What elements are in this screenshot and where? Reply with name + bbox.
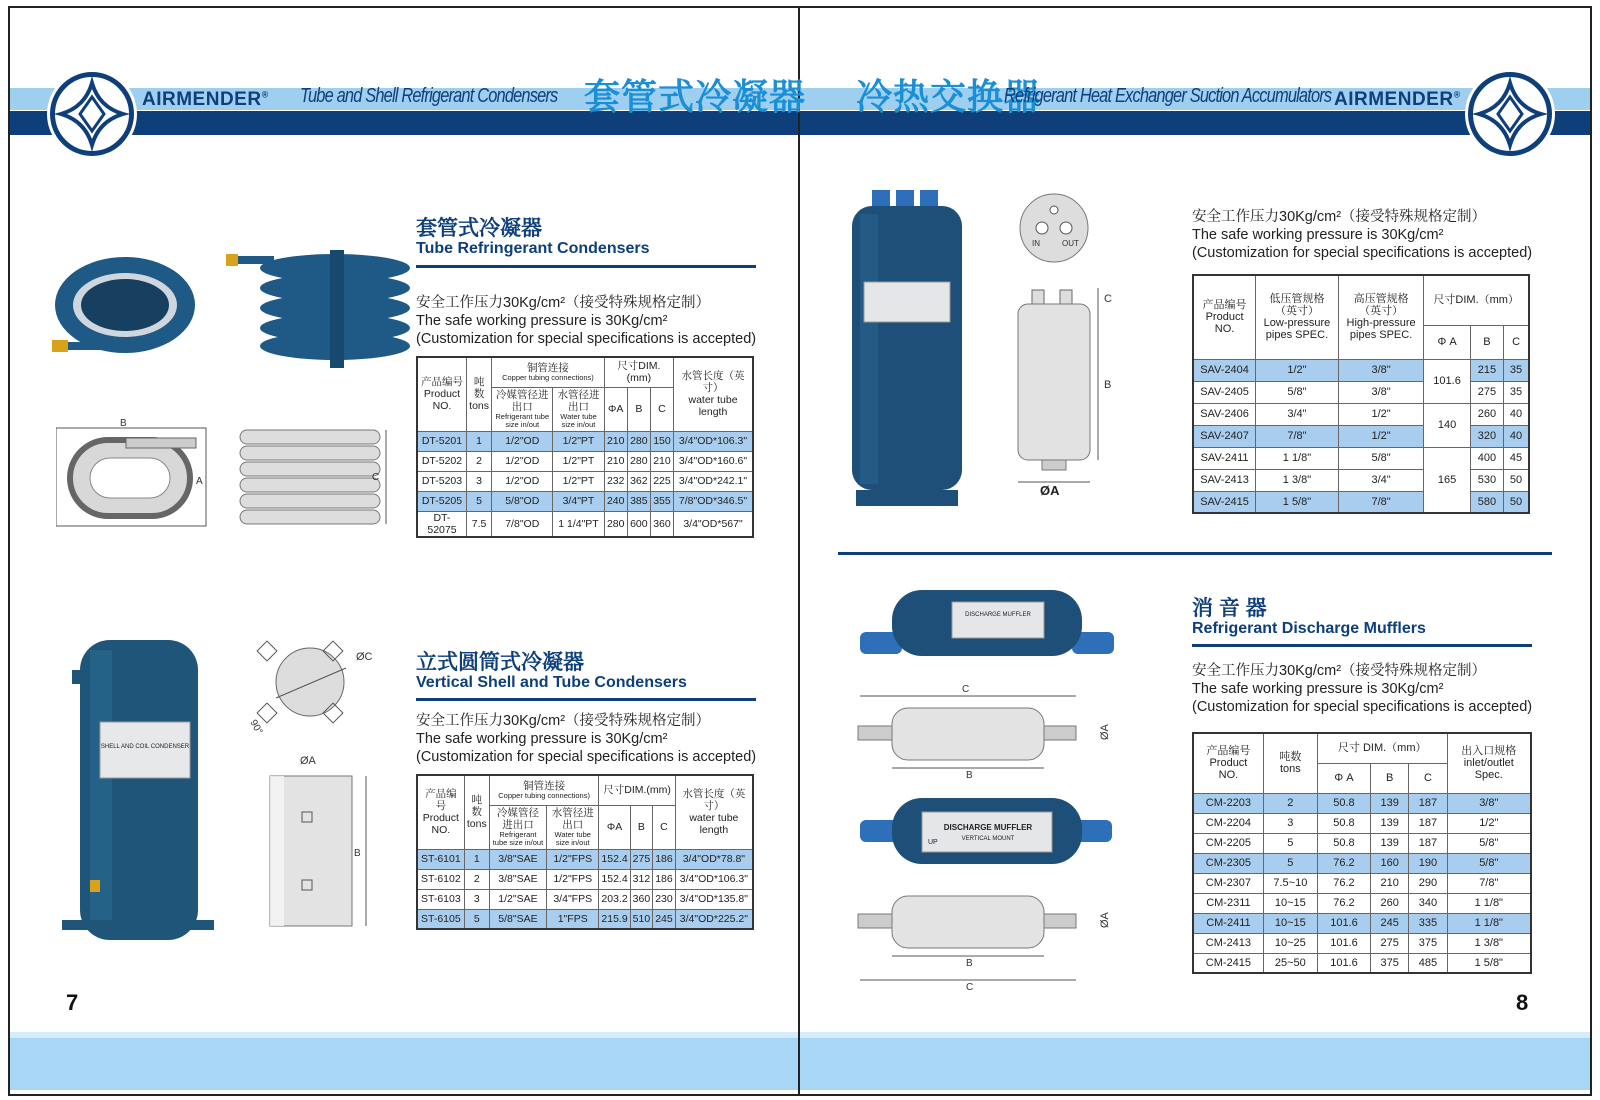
muffler-pressure: 安全工作压力30Kg/cm²（接受特殊规格定制） The safe working pressure is 30Kg/cm² (Customization for special specifications is accepted) [1192, 663, 1533, 715]
cell-low: 1 5/8" [1256, 491, 1339, 513]
cell-low: 1/2" [1256, 359, 1339, 381]
cell-c: 360 [650, 511, 673, 537]
col-product-no: 产品编号 Product NO. [1193, 275, 1256, 359]
col-inlet-outlet: 出入口规格 inlet/outlet Spec. [1447, 733, 1531, 793]
tube-rows [417, 431, 753, 537]
col-copper: 铜管连接 Copper tubing connections) [492, 357, 604, 387]
cell-no: SAV-2407 [1193, 425, 1256, 447]
cell-a: 215.9 [599, 909, 630, 929]
cell-len: 3/4"OD*106.3" [675, 869, 753, 889]
cell-a: 50.8 [1317, 813, 1370, 833]
footer-band [10, 1038, 1590, 1090]
table-row [1193, 893, 1531, 913]
cell-b: 210 [1371, 873, 1409, 893]
drawing-label-phi-a: ØA [300, 755, 316, 767]
cell-b: 139 [1371, 833, 1409, 853]
cell-no: ST-6102 [417, 869, 464, 889]
cell-a: 280 [604, 511, 627, 537]
cell-c: 150 [650, 431, 673, 451]
table-row [1193, 833, 1531, 853]
col-water-length: 水管长度（英寸） water tube length [674, 357, 753, 431]
cell-a: 76.2 [1317, 853, 1370, 873]
label-in: IN [1032, 239, 1040, 248]
cell-c: 245 [653, 909, 676, 929]
page-number-right: 8 [1516, 990, 1529, 1015]
muffler-table [1192, 732, 1532, 974]
drawing-label-b: B [966, 770, 973, 781]
cell-no: DT-5203 [417, 471, 466, 491]
muffler-label-1: DISCHARGE MUFFLER [965, 612, 1031, 618]
cell-b: 275 [1470, 381, 1503, 403]
muffler-rows [1193, 793, 1531, 973]
cell-c: 355 [650, 491, 673, 511]
col-tons: 吨数 tons [464, 775, 489, 849]
drawing-label-c: C [1104, 293, 1112, 305]
cell-no: SAV-2406 [1193, 403, 1256, 425]
brand-logo-right [1468, 72, 1552, 156]
col-c: C [650, 387, 673, 431]
cell-io: 1 5/8" [1447, 953, 1531, 973]
drawing-label-phi-a: ØA [1099, 912, 1111, 928]
shell-label: SHELL AND COIL CONDENSER [100, 744, 190, 750]
table-row [1193, 933, 1531, 953]
cell-tons: 5 [466, 491, 491, 511]
col-low-pressure: 低压管规格 （英寸） Low-pressure pipes SPEC. [1256, 275, 1339, 359]
col-ref: 冷媒管径进出口 Refrigerant tube size in/out [492, 387, 553, 431]
col-dim: 尺寸DIM.(mm) [599, 775, 675, 805]
table-row [1193, 469, 1529, 491]
cell-a: 101.6 [1317, 953, 1370, 973]
drawing-label-phi-a: ØA [1099, 724, 1111, 740]
cell-a: 140 [1424, 403, 1470, 447]
drawing-label-b: B [354, 848, 361, 859]
page-spine [798, 6, 800, 1096]
table-row [1193, 491, 1529, 513]
cell-len: 3/4"OD*106.3" [674, 431, 753, 451]
col-high-pressure: 高压管规格 （英寸） High-pressure pipes SPEC. [1338, 275, 1424, 359]
cell-no: DT-5202 [417, 451, 466, 471]
cell-high: 1/2" [1338, 425, 1424, 447]
cell-io: 1 3/8" [1447, 933, 1531, 953]
cell-b: 260 [1470, 403, 1503, 425]
table-row [417, 869, 753, 889]
drawing-label-c: C [962, 684, 970, 695]
col-b: B [1371, 763, 1409, 793]
cell-no: CM-2411 [1193, 913, 1263, 933]
table-row [1193, 403, 1529, 425]
cell-no: DT-5201 [417, 431, 466, 451]
label-out: OUT [1062, 239, 1079, 248]
cell-c: 40 [1504, 403, 1529, 425]
cell-ref: 7/8"OD [492, 511, 553, 537]
col-c: C [1504, 325, 1529, 359]
col-c: C [1409, 763, 1447, 793]
col-water: 水管径进出口 Water tube size in/out [547, 805, 599, 849]
diamond-star-icon [1473, 77, 1547, 151]
cell-tons: 2 [1263, 793, 1317, 813]
cell-low: 3/4" [1256, 403, 1339, 425]
cell-b: 139 [1371, 793, 1409, 813]
table-row [1193, 873, 1531, 893]
cell-b: 385 [627, 491, 650, 511]
cell-io: 3/8" [1447, 793, 1531, 813]
col-dim: 尺寸DIM.(mm) [604, 357, 673, 387]
cell-no: CM-2307 [1193, 873, 1263, 893]
col-dim: 尺寸DIM.（mm） [1424, 275, 1529, 325]
cell-no: CM-2204 [1193, 813, 1263, 833]
cell-water: 1/2"PT [553, 431, 604, 451]
cell-tons: 7.5 [466, 511, 491, 537]
table-row [417, 511, 753, 537]
cell-no: CM-2415 [1193, 953, 1263, 973]
table-row [1193, 853, 1531, 873]
cell-no: ST-6103 [417, 889, 464, 909]
cell-no: DT-52075 [417, 511, 466, 537]
cell-len: 3/4"OD*567" [674, 511, 753, 537]
col-a: Φ A [1317, 763, 1370, 793]
table-row [417, 849, 753, 869]
cell-b: 312 [630, 869, 653, 889]
tube-condenser-table [416, 356, 754, 538]
cell-ref: 1/2"SAE [489, 889, 546, 909]
cell-tons: 2 [464, 869, 489, 889]
cell-c: 335 [1409, 913, 1447, 933]
col-copper: 铜管连接 Copper tubing connections) [489, 775, 599, 805]
drawing-label-c: C [966, 982, 974, 993]
col-ref: 冷媒管径进出口 Refrigerant tube size in/out [489, 805, 546, 849]
cell-high: 3/4" [1338, 469, 1424, 491]
muffler-label-3: VERTICAL MOUNT [961, 836, 1015, 842]
accumulator-rows [1193, 359, 1529, 513]
cell-high: 7/8" [1338, 491, 1424, 513]
cell-tons: 3 [1263, 813, 1317, 833]
table-row [1193, 953, 1531, 973]
tube-section-pressure: 安全工作压力30Kg/cm²（接受特殊规格定制） The safe working pressure is 30Kg/cm² (Customization for special specifications is accepted) [416, 295, 757, 347]
drawing-label-phi-a: ØA [1040, 483, 1060, 498]
cell-io: 5/8" [1447, 853, 1531, 873]
tube-section-title-en: Tube Refringerant Condensers [416, 240, 650, 257]
table-row [1193, 447, 1529, 469]
cell-no: ST-6101 [417, 849, 464, 869]
cell-high: 3/8" [1338, 381, 1424, 403]
cell-a: 210 [604, 431, 627, 451]
cell-b: 215 [1470, 359, 1503, 381]
cell-water: 1/2"PT [553, 451, 604, 471]
brand-name-right: AIRMENDER® [1334, 89, 1461, 110]
cell-tons: 5 [1263, 853, 1317, 873]
accumulator-table [1192, 274, 1530, 514]
page-number-left: 7 [66, 990, 79, 1015]
cell-a: 101.6 [1317, 913, 1370, 933]
cell-b: 275 [630, 849, 653, 869]
cell-c: 35 [1504, 359, 1529, 381]
cell-tons: 3 [466, 471, 491, 491]
cell-c: 45 [1504, 447, 1529, 469]
cell-a: 76.2 [1317, 893, 1370, 913]
cell-io: 7/8" [1447, 873, 1531, 893]
cell-io: 1 1/8" [1447, 893, 1531, 913]
table-row [417, 909, 753, 929]
cell-b: 139 [1371, 813, 1409, 833]
cell-ref: 1/2"OD [492, 471, 553, 491]
table-row [417, 889, 753, 909]
cell-water: 3/4"FPS [547, 889, 599, 909]
cell-b: 360 [630, 889, 653, 909]
cell-a: 152.4 [599, 869, 630, 889]
tube-condenser-drawings [56, 418, 396, 538]
drawing-label-90: 90° [247, 718, 265, 737]
cell-low: 7/8" [1256, 425, 1339, 447]
table-row [1193, 425, 1529, 447]
col-b: B [630, 805, 653, 849]
vertical-section-underline [416, 698, 756, 701]
cell-no: CM-2203 [1193, 793, 1263, 813]
cell-c: 485 [1409, 953, 1447, 973]
cell-water: 3/4"PT [553, 491, 604, 511]
col-product-no: 产品编号 Product NO. [417, 357, 466, 431]
cell-ref: 5/8"OD [492, 491, 553, 511]
col-product-no: 产品编号 Product NO. [1193, 733, 1263, 793]
cell-no: CM-2311 [1193, 893, 1263, 913]
cell-water: 1/2"FPS [547, 869, 599, 889]
vertical-section-title-en: Vertical Shell and Tube Condensers [416, 674, 687, 691]
cell-low: 5/8" [1256, 381, 1339, 403]
cell-tons: 1 [466, 431, 491, 451]
cell-no: SAV-2413 [1193, 469, 1256, 491]
cell-ref: 3/8"SAE [489, 869, 546, 889]
cell-c: 187 [1409, 833, 1447, 853]
cell-io: 1/2" [1447, 813, 1531, 833]
col-c: C [653, 805, 676, 849]
cell-tons: 10~15 [1263, 893, 1317, 913]
cell-len: 3/4"OD*225.2" [675, 909, 753, 929]
drawing-label-phi-c: ØC [356, 651, 373, 663]
left-header-cn: 套管式冷凝器 [584, 76, 807, 117]
cell-water: 1/2"PT [553, 471, 604, 491]
cell-c: 187 [1409, 813, 1447, 833]
vertical-section-title-cn: 立式圆筒式冷凝器 [416, 651, 584, 674]
cell-ref: 1/2"OD [492, 451, 553, 471]
cell-tons: 25~50 [1263, 953, 1317, 973]
muffler-underline [1192, 644, 1532, 647]
table-row [417, 431, 753, 451]
cell-b: 400 [1470, 447, 1503, 469]
cell-water: 1 1/4"PT [553, 511, 604, 537]
col-tons: 吨数 tons [466, 357, 491, 431]
diamond-star-icon [55, 77, 129, 151]
cell-no: CM-2413 [1193, 933, 1263, 953]
muffler-label-2: DISCHARGE MUFFLER [943, 823, 1033, 832]
muffler-label-up: UP [928, 839, 938, 846]
col-dim: 尺寸 DIM.（mm） [1317, 733, 1447, 763]
cell-high: 5/8" [1338, 447, 1424, 469]
vertical-rows [417, 849, 753, 929]
cell-c: 186 [653, 849, 676, 869]
brand-logo-left [50, 72, 134, 156]
cell-b: 260 [1371, 893, 1409, 913]
col-water-length: 水管长度（英寸） water tube length [675, 775, 753, 849]
cell-io: 1 1/8" [1447, 913, 1531, 933]
cell-a: 240 [604, 491, 627, 511]
cell-low: 1 3/8" [1256, 469, 1339, 491]
table-row [417, 451, 753, 471]
cell-tons: 2 [466, 451, 491, 471]
cell-c: 340 [1409, 893, 1447, 913]
table-row [417, 491, 753, 511]
cell-tons: 3 [464, 889, 489, 909]
col-a: ΦA [604, 387, 627, 431]
cell-b: 530 [1470, 469, 1503, 491]
cell-ref: 1/2"OD [492, 431, 553, 451]
cell-len: 3/4"OD*160.6" [674, 451, 753, 471]
cell-len: 3/4"OD*242.1" [674, 471, 753, 491]
table-row [1193, 793, 1531, 813]
drawing-label-c: C [372, 472, 380, 483]
vertical-condenser-photo [52, 640, 222, 960]
cell-a: 101.6 [1317, 933, 1370, 953]
cell-no: CM-2305 [1193, 853, 1263, 873]
col-b: B [1470, 325, 1503, 359]
cell-c: 35 [1504, 381, 1529, 403]
cell-c: 210 [650, 451, 673, 471]
cell-c: 225 [650, 471, 673, 491]
muffler-images [856, 586, 1132, 996]
cell-b: 280 [627, 431, 650, 451]
table-row [1193, 359, 1529, 381]
cell-io: 5/8" [1447, 833, 1531, 853]
cell-no: ST-6105 [417, 909, 464, 929]
cell-a: 50.8 [1317, 793, 1370, 813]
cell-c: 40 [1504, 425, 1529, 447]
muffler-title-cn: 消 音 器 [1192, 597, 1267, 620]
cell-b: 580 [1470, 491, 1503, 513]
cell-b: 362 [627, 471, 650, 491]
right-section-divider [838, 552, 1552, 555]
cell-no: SAV-2415 [1193, 491, 1256, 513]
cell-c: 190 [1409, 853, 1447, 873]
cell-water: 1"FPS [547, 909, 599, 929]
cell-b: 275 [1371, 933, 1409, 953]
tube-section-underline [416, 265, 756, 268]
cell-c: 186 [653, 869, 676, 889]
cell-high: 1/2" [1338, 403, 1424, 425]
cell-a: 76.2 [1317, 873, 1370, 893]
cell-tons: 10~25 [1263, 933, 1317, 953]
cell-tons: 10~15 [1263, 913, 1317, 933]
left-header-en: Tube and Shell Refrigerant Condensers [300, 85, 558, 107]
muffler-title-en: Refrigerant Discharge Mufflers [1192, 620, 1426, 637]
brand-name-left: AIRMENDER® [142, 89, 269, 110]
cell-no: SAV-2404 [1193, 359, 1256, 381]
cell-a: 50.8 [1317, 833, 1370, 853]
col-product-no: 产品编号 Product NO. [417, 775, 464, 849]
vertical-condenser-table [416, 774, 754, 930]
cell-a: 101.6 [1424, 359, 1470, 403]
col-b: B [627, 387, 650, 431]
cell-tons: 5 [464, 909, 489, 929]
cell-len: 3/4"OD*135.8" [675, 889, 753, 909]
col-tons: 吨数 tons [1263, 733, 1317, 793]
vertical-condenser-drawings [234, 640, 394, 940]
cell-tons: 1 [464, 849, 489, 869]
accumulator-photo [846, 186, 978, 516]
accumulator-pressure: 安全工作压力30Kg/cm²（接受特殊规格定制） The safe working pressure is 30Kg/cm² (Customization for special specifications is accepted) [1192, 209, 1533, 261]
table-row [417, 471, 753, 491]
cell-len: 3/4"OD*78.8" [675, 849, 753, 869]
cell-no: DT-5205 [417, 491, 466, 511]
drawing-label-b: B [966, 958, 973, 969]
right-header-cn: 冷热交换器 [856, 76, 1042, 117]
cell-c: 375 [1409, 933, 1447, 953]
col-a: ΦA [599, 805, 630, 849]
cell-water: 1/2"FPS [547, 849, 599, 869]
right-header-en: Refrigerant Heat Exchanger Suction Accumulators [1004, 85, 1332, 107]
drawing-label-a: A [196, 476, 203, 487]
drawing-label-b: B [120, 418, 127, 429]
cell-b: 280 [627, 451, 650, 471]
cell-low: 1 1/8" [1256, 447, 1339, 469]
cell-no: SAV-2411 [1193, 447, 1256, 469]
drawing-label-b: B [1104, 379, 1112, 391]
tube-condenser-photos [50, 250, 410, 370]
col-water: 水管径进出口 Water tube size in/out [553, 387, 604, 431]
cell-tons: 7.5~10 [1263, 873, 1317, 893]
cell-ref: 3/8"SAE [489, 849, 546, 869]
cell-b: 160 [1371, 853, 1409, 873]
cell-a: 203.2 [599, 889, 630, 909]
cell-no: SAV-2405 [1193, 381, 1256, 403]
cell-a: 232 [604, 471, 627, 491]
cell-b: 510 [630, 909, 653, 929]
table-row [1193, 813, 1531, 833]
cell-b: 375 [1371, 953, 1409, 973]
cell-b: 320 [1470, 425, 1503, 447]
accumulator-drawings [1012, 192, 1122, 502]
cell-high: 3/8" [1338, 359, 1424, 381]
cell-tons: 5 [1263, 833, 1317, 853]
cell-c: 50 [1504, 491, 1529, 513]
cell-no: CM-2205 [1193, 833, 1263, 853]
cell-c: 50 [1504, 469, 1529, 491]
vertical-section-pressure: 安全工作压力30Kg/cm²（接受特殊规格定制） The safe working pressure is 30Kg/cm² (Customization for special specifications is accepted) [416, 713, 757, 765]
cell-a: 152.4 [599, 849, 630, 869]
cell-ref: 5/8"SAE [489, 909, 546, 929]
cell-a: 210 [604, 451, 627, 471]
cell-c: 290 [1409, 873, 1447, 893]
table-row [1193, 381, 1529, 403]
cell-len: 7/8"OD*346.5" [674, 491, 753, 511]
cell-a: 165 [1424, 447, 1470, 513]
cell-c: 230 [653, 889, 676, 909]
table-row [1193, 913, 1531, 933]
tube-section-title-cn: 套管式冷凝器 [416, 217, 542, 240]
cell-b: 245 [1371, 913, 1409, 933]
col-a: Φ A [1424, 325, 1470, 359]
cell-c: 187 [1409, 793, 1447, 813]
cell-b: 600 [627, 511, 650, 537]
